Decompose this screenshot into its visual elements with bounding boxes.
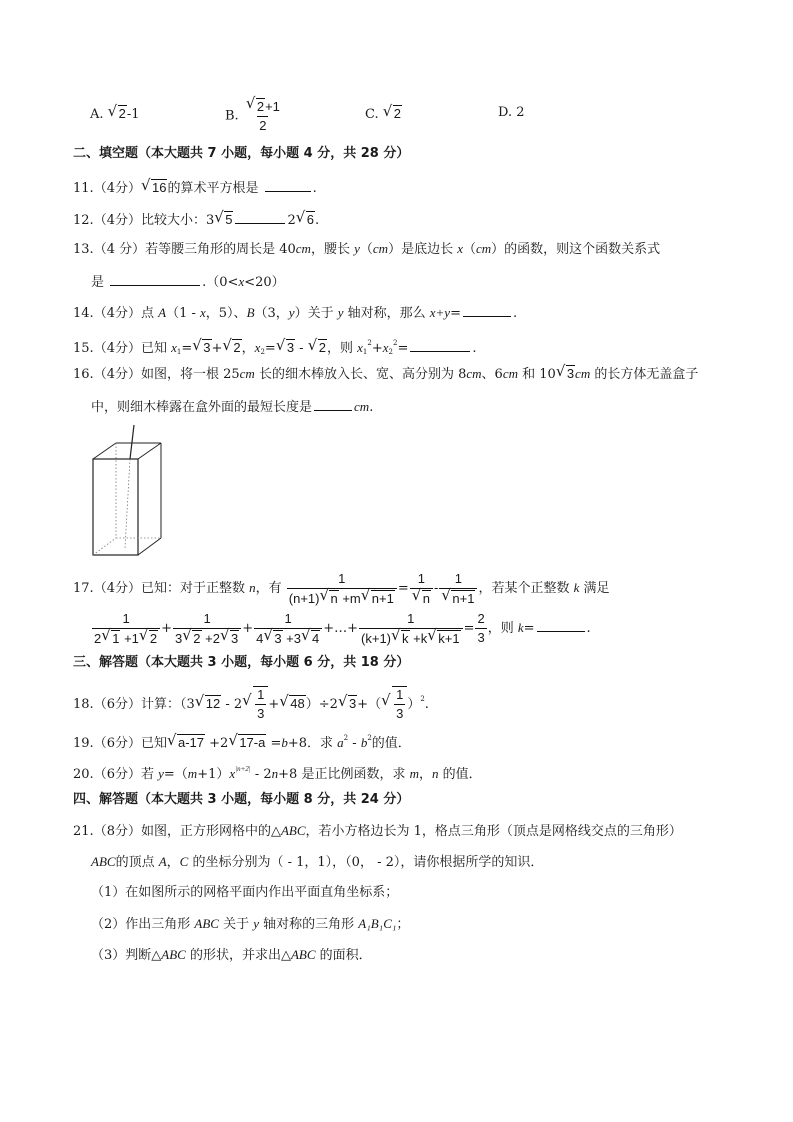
sqrt: √ 2 (109, 105, 127, 121)
section-heading: 四、解答题（本大题共 3 小题，每小题 8 分，共 24 分） (73, 792, 410, 807)
answer-blank[interactable] (410, 337, 470, 352)
fraction: $\frac{2}{3}$ (477, 611, 485, 645)
choice-label: D. (498, 105, 513, 120)
fraction: $\frac{1}{(k+1) √ k +k √ k+1}$ (359, 611, 463, 647)
question-17: 17.（4分）已知：对于正整数 n，有 $\frac{1}{(n+1) √ n +m √ n+1}$ = 1 √ n - 1 √ n+1 ，若某个正整数 k 满足 (73, 570, 610, 607)
fraction: √ $\frac{2+1}{2}$ (244, 98, 282, 134)
question-16: 16.（4分）如图，将一根 25cm 长的细木棒放入长、宽、高分别为 8cm、6cm 和 10 √ 3cm 的长方体无盖盒子 (73, 365, 698, 384)
question-13: 13.（4 分）若等腰三角形的周长是 40cm，腰长 y（cm）是底边长 x（cm）的函数，则这个函数关系式 (73, 241, 661, 257)
fraction: 1 √ n+1 (439, 571, 477, 607)
fraction: $\frac{1}{2 √ 1 +1 √ 2}$ (92, 611, 160, 647)
question-20: 20.（6分）若 $y=(m+1)x^{|n+2|} - 2n+8$ 是正比例函数，求 m，n 的值． (73, 765, 482, 782)
question-21-part3: （3）判断△ABC 的形状，并求出△ABC 的面积． (91, 947, 372, 963)
question-21-part1: （1）在如图所示的网格平面内作出平面直角坐标系； (91, 885, 399, 900)
choice-label: A. (90, 107, 104, 122)
answer-blank[interactable] (235, 209, 285, 224)
choice-c: C. √ 2 (365, 105, 402, 122)
question-15: 15.（4分）已知 $x_1=$ √ 3+ √ 2，$x_2=$ √ 3 - √ 2，则 $x_1^2+x_2^2=$ . (73, 334, 476, 361)
question-11: 11.（4分） √ 16的算术平方根是 . (73, 177, 317, 198)
box-figure (80, 420, 180, 565)
choice-d (498, 105, 525, 120)
choice-b (225, 98, 283, 134)
choice-a (90, 105, 140, 122)
choice-label: B. (225, 108, 239, 124)
section-heading: 三、解答题（本大题共 3 小题，每小题 6 分，共 18 分） (73, 655, 410, 670)
question-18: 18.（6分）计算：（3 √ 12 - 2 √ $\frac{1}{3}$ + √ 48）÷2 √ 3+（ √ $\frac{1}{3}$ ）$^2$. (73, 682, 429, 722)
question-17-line2: $\frac{1}{2 √ 1 +1 √ 2}$ + $\frac{1}{3 √ 2 +2 √ 3}$ + $\frac{1}{4 √ 3 +3 √ 4}$ +…+ $\frac{1}{(k+1) √ k +k √ k+1}$ = $\frac{2}{3}$ ，则 k= . (91, 610, 591, 647)
answer-blank[interactable] (110, 271, 200, 286)
choice-label: C. (365, 107, 379, 122)
question-19: 19.（6分）已知 √ a-17 +2 √ 17-a =b+8．求 $a^2 - b^2$的值． (73, 729, 411, 753)
question-21: 21.（8分）如图，正方形网格中的△ABC，若小方格边长为 1，格点三角形（顶点是网格线交点的三角形） (73, 823, 682, 839)
question-13-line2: 是 .（0<x<20） (91, 271, 285, 292)
choice-suffix: -1 (126, 107, 140, 122)
section-heading: 二、填空题（本大题共 7 小题，每小题 4 分，共 28 分） (73, 146, 410, 161)
answer-blank[interactable] (537, 617, 585, 632)
answer-blank[interactable] (314, 396, 352, 411)
question-21-line2: ABC的顶点 A，C 的坐标分别为（ - 1，1），（0， - 2），请你根据所学的知识． (91, 854, 544, 870)
question-16-line2: 中，则细木棒露在盒外面的最短长度是 cm. (91, 396, 373, 417)
question-12: 12.（4分）比较大小：3 √ 5 2 √ 6. (73, 209, 319, 230)
question-21-part2: （2）作出三角形 ABC 关于 y 轴对称的三角形 A₁B₁C₁； (91, 916, 410, 932)
fraction: $\frac{1}{4 √ 3 +3 √ 4}$ (254, 611, 322, 647)
answer-blank[interactable] (463, 302, 511, 317)
fraction: $\frac{1}{3 √ 2 +2 √ 3}$ (173, 611, 241, 647)
choice-value: 2 (516, 105, 525, 120)
fraction: $\frac{1}{(n+1) √ n +m √ n+1}$ (287, 571, 397, 607)
answer-blank[interactable] (265, 177, 311, 192)
question-14: 14.（4分）点 A（1 - x，5）、B（3，y）关于 y 轴对称，那么 x+y= . (73, 302, 517, 323)
fraction: 1 √ n (410, 571, 433, 607)
